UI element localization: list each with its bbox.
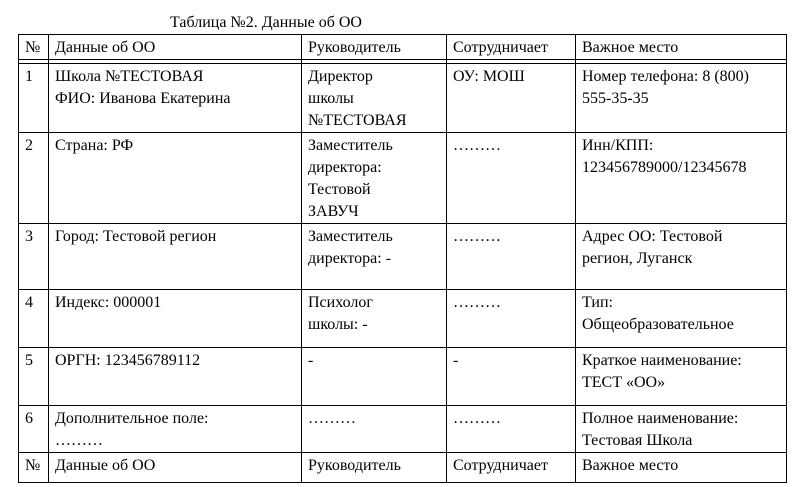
org-data-cell	[49, 133, 302, 224]
cooperates-cell	[447, 64, 576, 133]
footer-cell-org-data: Данные об ОО	[49, 453, 302, 483]
important-place-cell	[576, 224, 787, 290]
table-row	[19, 406, 787, 453]
table-footer-row	[19, 453, 787, 483]
table-row	[19, 290, 787, 348]
data-table	[18, 34, 787, 483]
cell-line: Заместитель	[308, 137, 393, 154]
cell-line: -	[308, 352, 314, 369]
row-number: 6	[19, 406, 49, 453]
head-cell	[302, 348, 447, 406]
cell-line: Общеобразовательное	[582, 316, 734, 333]
header-cell-head: Руководитель	[302, 35, 447, 60]
cooperates-cell	[447, 224, 576, 290]
head-cell	[302, 224, 447, 290]
table-row	[19, 64, 787, 133]
cell-line: Индекс: 000001	[55, 294, 162, 311]
head-cell	[302, 406, 447, 453]
cell-line: ………	[453, 228, 501, 245]
org-data-cell	[49, 406, 302, 453]
cell-line: ………	[453, 294, 501, 311]
row-number: 3	[19, 224, 49, 290]
head-cell	[302, 133, 447, 224]
header-cell-important-place: Важное место	[576, 35, 787, 60]
cell-line: Город: Тестовой регион	[55, 228, 217, 245]
cell-line: Краткое наименование:	[582, 352, 742, 369]
cell-line: Дополнительное поле:	[55, 410, 209, 427]
row-number: 4	[19, 290, 49, 348]
header-cell-org-data: Данные об ОО	[49, 35, 302, 60]
head-cell	[302, 290, 447, 348]
org-data-cell	[49, 348, 302, 406]
row-number: 2	[19, 133, 49, 224]
cell-line: ………	[453, 410, 501, 427]
cell-line: Психолог	[308, 294, 373, 311]
cell-line: ФИО: Иванова Екатерина	[55, 90, 231, 107]
footer-cell-important-place: Важное место	[576, 453, 787, 483]
cell-line: Полное наименование:	[582, 410, 739, 427]
cell-line: директора: -	[308, 250, 392, 267]
cell-line: ОРГН: 123456789112	[55, 352, 201, 369]
cell-line: Инн/КПП:	[582, 137, 654, 154]
table-row	[19, 133, 787, 224]
cell-line: Страна: РФ	[55, 137, 134, 154]
header-cell-number: №	[19, 35, 49, 60]
cooperates-cell	[447, 133, 576, 224]
important-place-cell	[576, 64, 787, 133]
cooperates-cell	[447, 348, 576, 406]
cell-line: директора:	[308, 159, 382, 176]
head-cell	[302, 64, 447, 133]
cell-line: Заместитель	[308, 228, 393, 245]
table-row	[19, 348, 787, 406]
org-data-cell	[49, 64, 302, 133]
cell-line: школы	[308, 90, 354, 107]
cooperates-cell	[447, 406, 576, 453]
important-place-cell	[576, 290, 787, 348]
cell-line: ………	[453, 137, 501, 154]
footer-cell-number: №	[19, 453, 49, 483]
cell-line: ТЕСТ «ОО»	[582, 374, 666, 391]
row-number: 1	[19, 64, 49, 133]
org-data-cell	[49, 224, 302, 290]
cell-line: Тестовой	[308, 181, 371, 198]
cell-line: регион, Луганск	[582, 250, 693, 267]
cell-line: Тестовая Школа	[582, 432, 693, 449]
cell-line: ………	[55, 432, 103, 449]
cell-line: ЗАВУЧ	[308, 203, 359, 220]
cell-line: школы: -	[308, 316, 368, 333]
cell-line: 555-35-35	[582, 90, 649, 107]
important-place-cell	[576, 133, 787, 224]
org-data-cell	[49, 290, 302, 348]
row-number: 5	[19, 348, 49, 406]
cell-line: ОУ: МОШ	[453, 68, 525, 85]
cell-line: Тип:	[582, 294, 613, 311]
cell-line: Школа №ТЕСТОВАЯ	[55, 68, 204, 85]
cooperates-cell	[447, 290, 576, 348]
cell-line: 123456789000/12345678	[582, 159, 747, 176]
cell-line: Номер телефона: 8 (800)	[582, 68, 749, 85]
table-header-row	[19, 35, 787, 60]
footer-cell-cooperates: Сотрудничает	[447, 453, 576, 483]
header-cell-cooperates: Сотрудничает	[447, 35, 576, 60]
cell-line: ………	[308, 410, 356, 427]
footer-cell-head: Руководитель	[302, 453, 447, 483]
table-caption: Таблица №2. Данные об ОО	[170, 14, 362, 31]
cell-line: -	[453, 352, 459, 369]
table-row	[19, 224, 787, 290]
cell-line: №ТЕСТОВАЯ	[308, 112, 407, 129]
cell-line: Адрес ОО: Тестовой	[582, 228, 723, 245]
important-place-cell	[576, 406, 787, 453]
important-place-cell	[576, 348, 787, 406]
cell-line: Директор	[308, 68, 373, 85]
